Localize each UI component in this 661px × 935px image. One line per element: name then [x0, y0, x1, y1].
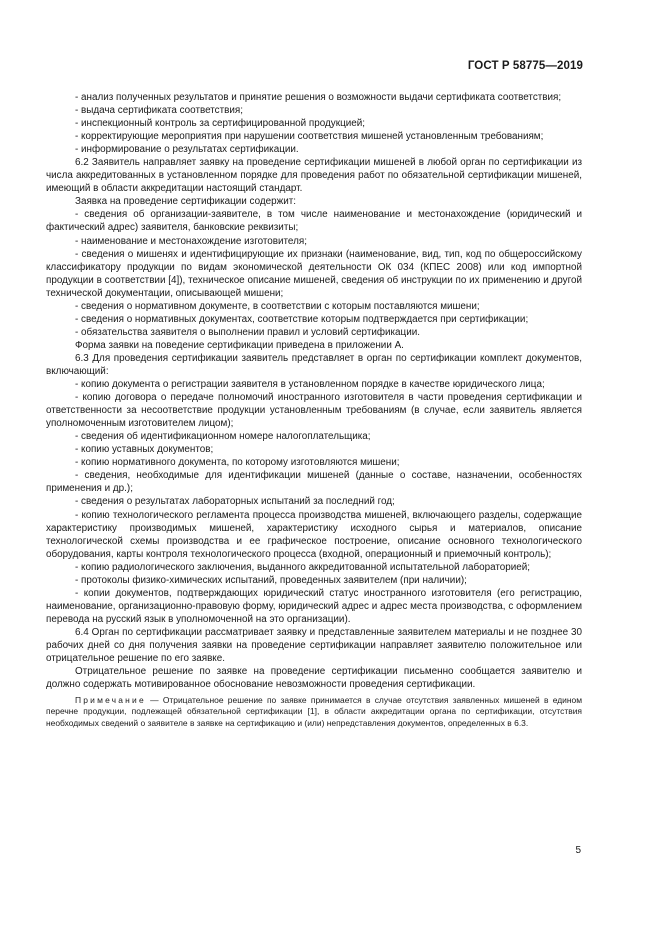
paragraph: - корректирующие мероприятия при нарушении соответствия мишеней установленным требованиям;	[75, 131, 544, 143]
paragraph: - анализ полученных результатов и принятие решения о возможности выдачи сертификата соответствия;	[75, 92, 562, 103]
paragraph: 6.3 Для проведения сертификации заявитель представляет в орган по сертификации комплект документов, включающий:	[46, 352, 582, 377]
paragraph: - протоколы физико-химических испытаний, проведенных заявителем (при наличии);	[75, 574, 467, 586]
paragraph: - сведения, необходимые для идентификации мишеней (данные о составе, назначении, особенностях применения и др.);	[46, 470, 582, 495]
paragraph: - сведения о нормативных документах, соответствие которым подтверждается при сертификации;	[75, 313, 529, 325]
paragraph: 6.2 Заявитель направляет заявку на проведение сертификации мишеней в любой орган по сертификации из числа аккредитованных в установленном порядке для проведения работ по обязательной сертификации мишеней, имеющий в области аккредитации настоящий стандарт.	[46, 157, 582, 195]
paragraph: - сведения о результатах лабораторных испытаний за последний год;	[75, 496, 395, 508]
page-number: 5	[575, 845, 581, 856]
paragraph: - копию уставных документов;	[75, 444, 214, 456]
paragraph: - сведения о мишенях и идентифицирующие их признаки (наименование, вид, тип, код по общероссийскому классификатору продукции по видам экономической деятельности ОК 034 (КПЕС 2008) или код импортной продукции в соответствии [4]), техническое описание мишеней, сведения об инструкции по их применению и другой технической документации, описывающей мишени;	[46, 248, 582, 299]
paragraph: - копию документа о регистрации заявителя в установленном порядке в качестве юридического лица;	[75, 379, 545, 391]
paragraph: - копию договора о передаче полномочий иностранного изготовителя в части проведения сертификации и ответственности за несоответствие продукции установленным требованиям (в случае, если заявитель является уполномоченным изготовителем лицом);	[46, 392, 582, 430]
paragraph: - сведения о нормативном документе, в соответствии с которым поставляются мишени;	[75, 300, 480, 312]
paragraph: - копию нормативного документа, по которому изготовляются мишени;	[75, 457, 400, 469]
paragraph: - сведения об организации-заявителе, в том числе наименование и местонахождение (юридический и фактический адрес) заявителя, банковские реквизиты;	[46, 209, 582, 234]
note-text: — Отрицательное решение по заявке принимается в случае отсутствия заявленных мишеней в едином перечне продукции, подлежащей обязательной сертификации [1], в области аккредитации органа по сертификации, отсутствия необходимых сведений о заявителе в заявке на сертификацию и (или) непредставления документов, определенных в 6.3.	[46, 695, 582, 728]
paragraph: 6.4 Орган по сертификации рассматривает заявку и представленные заявителем материалы и не позднее 30 рабочих дней со дня получения заявки на проведение сертификации направляет заявителю положительное или отрицательное решение по его заявке.	[46, 626, 582, 665]
note-label: Примечание	[75, 695, 146, 706]
paragraph: - копии документов, подтверждающих юридический статус иностранного изготовителя (его регистрацию, наименование, организационно-правовую форму, юридический адрес и адрес места производства, с оформлением перевода на русский язык в уполномоченной на это организации).	[46, 587, 582, 625]
paragraph: Заявка на проведение сертификации содержит:	[75, 196, 297, 208]
standard-code-header: ГОСТ Р 58775—2019	[467, 60, 583, 72]
paragraph: - сведения об идентификационном номере налогоплательщика;	[75, 431, 371, 443]
paragraph: - обязательства заявителя о выполнении правил и условий сертификации.	[75, 326, 420, 338]
paragraph: - наименование и местонахождение изготовителя;	[75, 235, 307, 247]
page-body	[46, 91, 582, 729]
paragraph: - выдача сертификата соответствия;	[75, 105, 243, 117]
paragraph: Форма заявки на поведение сертификации приведена в приложении А.	[75, 339, 404, 351]
paragraph: - копию технологического регламента процесса производства мишеней, включающего разделы, содержащие характеристику производимых мишеней, характеристику исходного сырья и материалов, описание технологической схемы производства и ее графическое построение, описание основного технологического оборудования, карты контроля технологического процесса (входной, операционный и приемочный контроль);	[46, 509, 582, 560]
paragraph: Отрицательное решение по заявке на проведение сертификации письменно сообщается заявителю и должно содержать мотивированное обоснование невозможности проведения сертификации.	[46, 666, 582, 691]
paragraph: - инспекционный контроль за сертифицированной продукцией;	[75, 118, 365, 130]
paragraph: - информирование о результатах сертификации.	[75, 144, 299, 156]
paragraph: - копию радиологического заключения, выданного аккредитованной испытательной лабораторией;	[75, 561, 531, 573]
note-paragraph	[46, 695, 582, 729]
